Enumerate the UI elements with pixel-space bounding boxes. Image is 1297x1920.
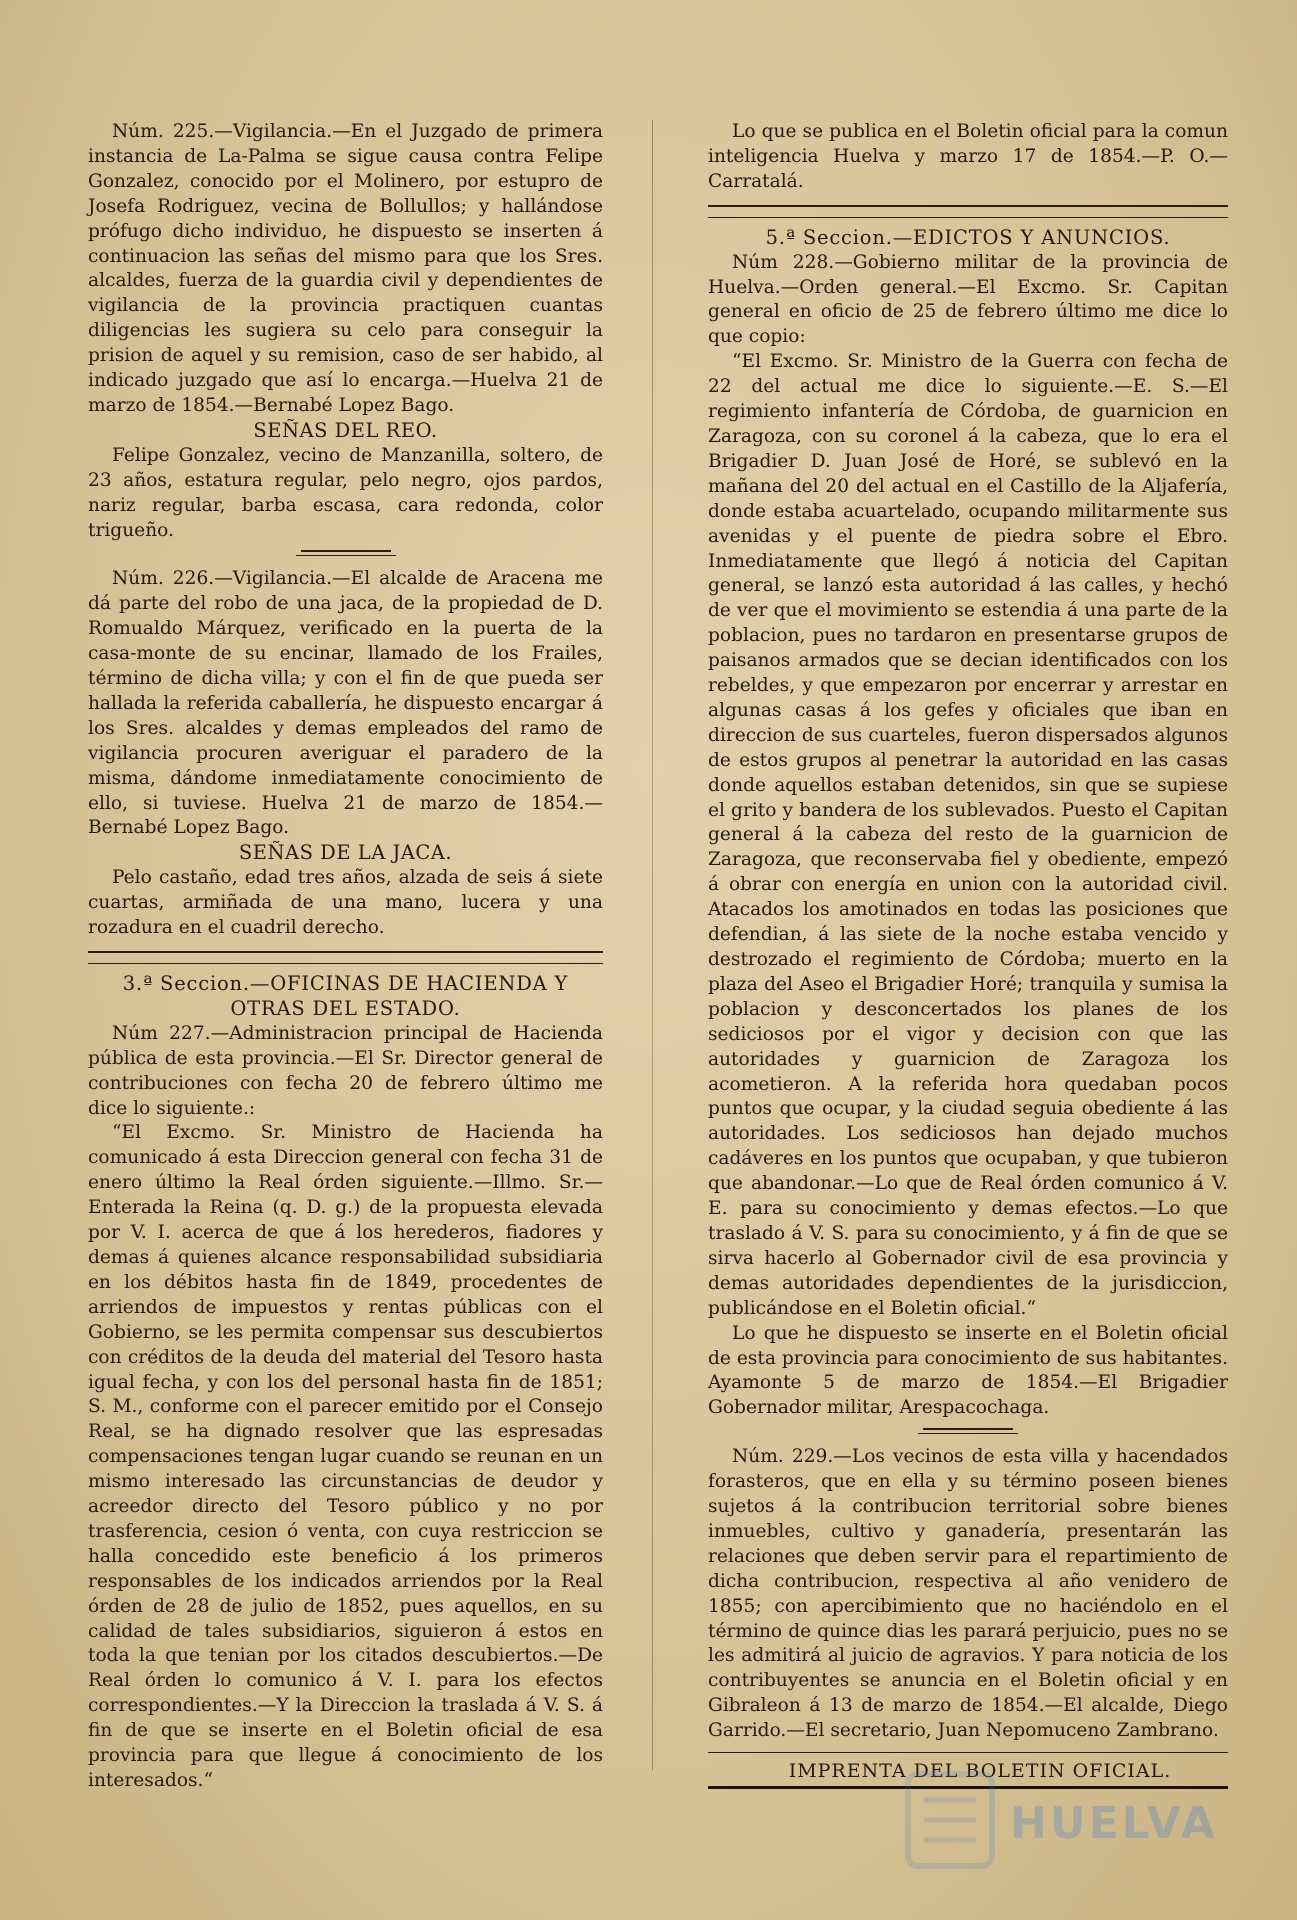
notice-225-text: Núm. 225.—Vigilancia.—En el Juzgado de primera instancia de La-Palma se sigue causa contra Felipe Gonzalez, conocido por el Molinero, por estupro de Josefa Rodriguez, vecina de Bollullos; y hallándose prófugo dicho individuo, he dispuesto se inserten á continuacion las señas del mismo para que los Sres. alcaldes, fuerza de la guardia civil y dependientes de vigilancia de la provincia practiquen cuantas diligencias les sugiera su celo para conseguir la prision de aquel y su remision, caso de ser habido, al indicado juzgado que así lo encarga.—Huelva 21 de marzo de 1854.—Bernabé Lopez Bago. <box>88 121 603 416</box>
notice-225-details: Felipe Gonzalez, vecino de Manzanilla, soltero, de 23 años, estatura regular, pelo negro, ojos pardos, nariz regular, barba escasa, cara redonda, color trigueño. <box>88 444 603 541</box>
notice-228-body: “El Excmo. Sr. Ministro de la Guerra con fecha de 22 del actual me dice lo siguiente.—E. S.—El regimiento infantería de Córdoba, de guarnicion en Zaragoza, con su coronel á la cabeza, que lo era el Brigadier D. Juan José de Horé, se sublevó en la mañana del 20 del actual en el Castillo de la Aljafería, donde estaba acuartelado, ocupando militarmente sus avenidas y el puente de piedra sobre el Ebro. Inmediatamente que llegó á noticia del Capitan general, se lanzó esta autoridad á las calles, y hechó de ver que el movimiento se estendia á una parte de la poblacion, pues no tardaron en presentarse grupos de paisanos armados que se decian identificados con los rebeldes, y que empezaron por encerrar y arrestar en algunas casas á los gefes y oficiales que iban en direccion de sus cuarteles, fueron dispersados algunos de estos grupos al penetrar la autoridad en las casas donde aquellos estaban detenidos, sin que se supiese el grito y bandera de los sublevados. Puesto el Capitan general á la cabeza del resto de la guarnicion de Zaragoza, que reconservaba fiel y obediente, empezó á obrar con energía en union con la autoridad civil. Atacados los amotinados en todas las posiciones que defendian, á las siete de la noche estaba vencido y destrozado el regimiento de Córdoba; muerto en la plaza del Aseo el Brigadier Horé; tranquila y sumisa la poblacion y desconcertados los planes de los sediciosos por el vigor y decision con que las autoridades y guarnicion de Zaragoza los acometieron. A la referida hora quedaban pocos puntos que ocupar, y la ciudad seguia obediente á las autoridades. Los sediciosos han dejado muchos cadáveres en los puntos que ocupaban, y que tubieron que abandonar.—Lo que de Real órden comunico á V. E. para su conocimiento y demas efectos.—Lo que traslado á V. S. para su conocimiento, y á fin de que se sirva hacerlo al Gobernador civil de esa provincia y demas autoridades dependientes de la jurisdiccion, publicándose en el Boletin oficial.“ <box>708 351 1228 1319</box>
imprint-line: IMPRENTA DEL BOLETIN OFICIAL. <box>788 1760 1172 1783</box>
notice-226-text: Núm. 226.—Vigilancia.—El alcalde de Aracena me dá parte del robo de una jaca, de la propiedad de D. Romualdo Márquez, verificado en la puerta de la casa-monte de su encinar, llamado de los Frailes, término de dicha villa; y con el fin de que pueda ser hallada la referida caballería, he dispuesto encargar á los Sres. alcaldes y demas empleados del ramo de vigilancia procuren averiguar el paradero de la misma, dándome inmediatamente conocimiento de ello, si tuviese. Huelva 21 de marzo de 1854.—Bernabé Lopez Bago. <box>88 568 603 839</box>
notice-228-closing: Lo que he dispuesto se inserte en el Boletin oficial de esta provincia para conocimiento de sus habitantes. Ayamonte 5 de marzo de 1854.—El Brigadier Gobernador militar, Arespacochaga. <box>708 1322 1228 1419</box>
watermark-text: HUELVA <box>1010 1798 1218 1849</box>
notice-227-body: “El Excmo. Sr. Ministro de Hacienda ha comunicado á esta Direccion general con fecha 31 de enero último la Real órden siguiente.—Illmo. Sr.—Enterada la Reina (q. D. g.) de la propuesta elevada por V. I. acerca de que á los herederos, fiadores y demas á quienes alcance responsabilidad subsidiaria en los débitos hasta fin de 1849, procedentes de arriendos de impuestos y rentas públicas con el Gobierno, se les permita compensar sus descubiertos con créditos de la deuda del material del Tesoro hasta igual fecha, y con los del personal hasta fin de 1851; S. M., conforme con el parecer emitido por el Consejo Real, se ha dignado resolver que las espresadas compensaciones tengan lugar cuando se reunan en un mismo interesado las circunstancias de deudor y acreedor directo del Tesoro público y no por trasferencia, cesion ó venta, con cuya restriccion se halla concedido este beneficio á los primeros responsables de los indicados arriendos por la Real órden de 28 de julio de 1852, pues aquellos, en su calidad de tales subsidiarios, siguieron á estos en toda la que tenian por los citados descubiertos.—De Real órden lo comunico á V. I. para los efectos correspondientes.—Y la Direccion la traslada á V. S. á fin de que se inserte en el Boletin oficial de esa provincia para que llegue á conocimiento de los interesados.“ <box>88 1122 603 1791</box>
notice-225-heading: SEÑAS DEL REO. <box>253 418 438 442</box>
notice-227-closing: Lo que se publica en el Boletin oficial para la comun inteligencia Huelva y marzo 17 de 1854.—P. O.—Carratalá. <box>708 121 1228 192</box>
ornament-divider <box>88 547 603 561</box>
section-3-heading: 3.ª Seccion.—OFICINAS DE HACIENDA Y OTRAS DEL ESTADO. <box>122 972 569 1020</box>
section-rule <box>708 205 1228 218</box>
notice-229-text: Núm. 229.—Los vecinos de esta villa y hacendados forasteros, que en ella y su término poseen bienes sujetos á la contribucion territorial sobre bienes inmuebles, cultivo y ganadería, presentarán las relaciones que deben servir para el repartimiento de dicha contribucion, respectiva al año venidero de 1855; con apercibimiento que no haciéndolo en el término de quince dias les parará perjuicio, pues no se les admitirá al juicio de agravios. Y para noticia de los contribuyentes se anuncia en el Boletin oficial y en Gibraleon á 13 de marzo de 1854.—El alcalde, Diego Garrido.—El secretario, Juan Nepomuceno Zambrano. <box>708 1446 1228 1742</box>
right-column <box>708 120 1228 1789</box>
notice-226-heading: SEÑAS DE LA JACA. <box>238 841 453 865</box>
left-column <box>88 120 603 1794</box>
notice-228-intro: Núm 228.—Gobierno militar de la provincia de Huelva.—Orden general.—El Excmo. Sr. Capitan general en oficio de 25 de febrero último me dice lo que copio: <box>708 251 1228 348</box>
ornament-divider <box>708 1425 1228 1439</box>
notice-226-details: Pelo castaño, edad tres años, alzada de seis á siete cuartas, armiñada de una mano, lucera y una rozadura en el cuadril derecho. <box>88 867 603 939</box>
notice-227-intro: Núm 227.—Administracion principal de Hacienda pública de esta provincia.—El Sr. Director general de contribuciones con fecha 20 de febrero último me dice lo siguiente.: <box>88 1022 603 1119</box>
section-5-heading: 5.ª Seccion.—EDICTOS Y ANUNCIOS. <box>765 225 1171 249</box>
column-divider <box>652 120 653 1770</box>
imprint-rule-top <box>708 1752 1228 1753</box>
section-rule <box>88 951 603 964</box>
